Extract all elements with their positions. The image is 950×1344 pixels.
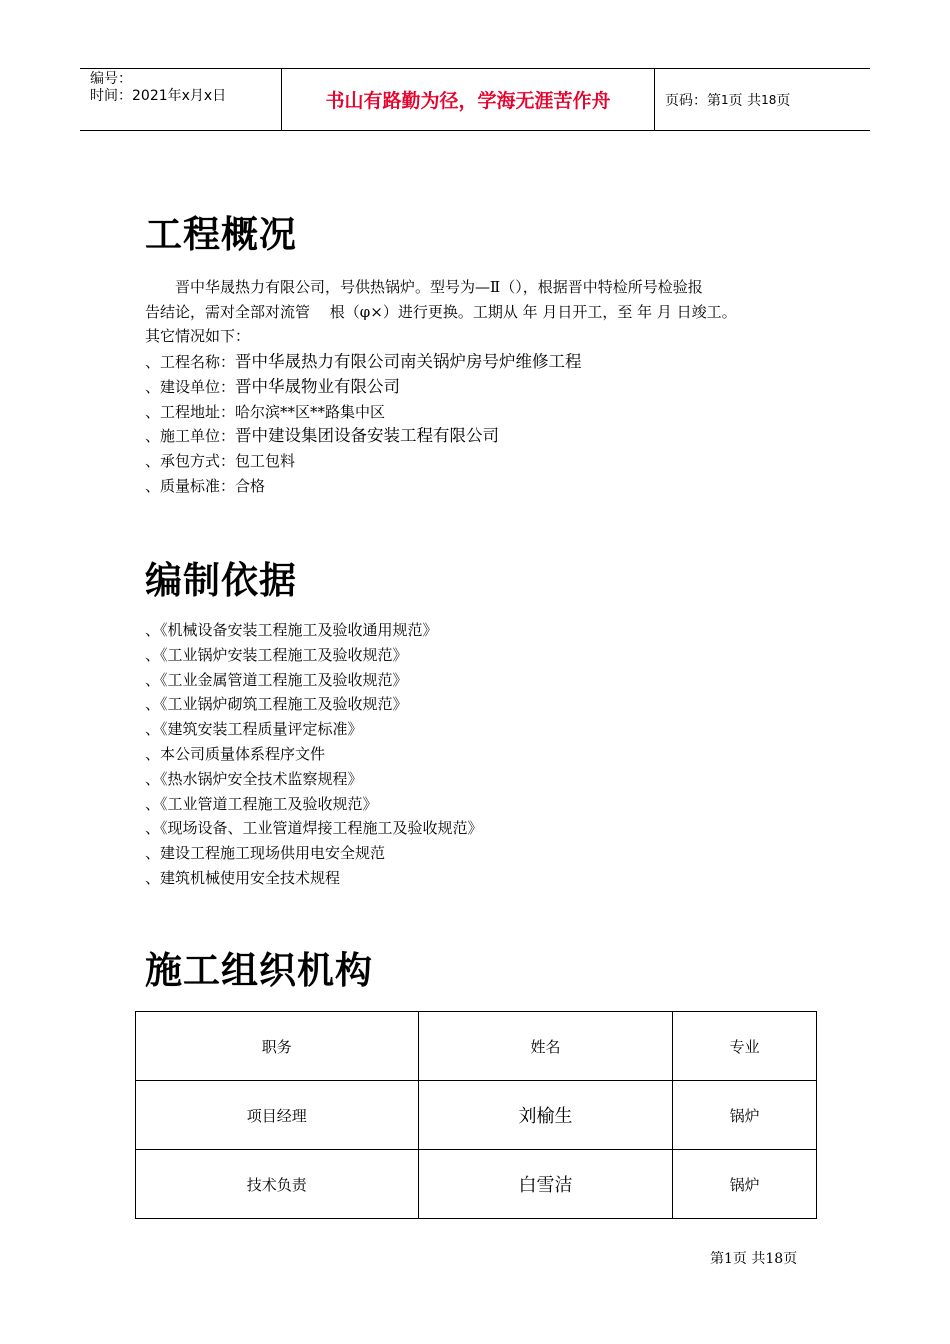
list-item: 、建设单位：晋中华晟物业有限公司 [145,376,401,396]
table-cell: 刘榆生 [418,1081,673,1150]
list-item: 、建筑机械使用安全技术规程 [145,868,341,887]
header-meta [80,69,282,130]
organization-table [135,1011,817,1219]
overview-intro [145,275,815,349]
list-item: 、质量标准：合格 [145,476,266,495]
header-page-total: 18 [761,92,777,107]
list-item: 、《工业金属管道工程施工及验收规范》 [145,670,408,689]
footer-page-current: 1 [724,1251,733,1267]
page-footer: 第1页 共18页 [710,1251,798,1267]
list-item: 、《建筑安装工程质量评定标准》 [145,720,363,739]
overview-intro-line: 告结论，需对全部对流管 根（φ×）进行更换。工期从 年 月日开工，至 年 月 日竣工。 [145,302,737,321]
list-item: 、承包方式：包工包料 [145,452,296,471]
list-item: 、《现场设备、工业管道焊接工程施工及验收规范》 [145,819,483,838]
list-item: 、施工单位：晋中建设集团设备安装工程有限公司 [145,426,500,446]
header-motto: 书山有路勤为径，学海无涯苦作舟 [282,69,655,130]
table-header-cell: 专业 [673,1012,817,1081]
list-item: 、工程地址：哈尔滨**区**路集中区 [145,402,386,421]
overview-list [145,350,582,499]
list-item: 、本公司质量体系程序文件 [145,744,326,763]
list-item: 、工程名称：晋中华晟热力有限公司南关锅炉房号炉维修工程 [145,352,582,371]
list-item: 、《热水锅炉安全技术监察规程》 [145,769,363,788]
overview-intro-line: 晋中华晟热力有限公司，号供热锅炉。型号为—Ⅱ（），根据晋中特检所号检验报 [175,278,703,296]
section-title-overview: 工程概况 [145,213,297,256]
list-item: 、《工业锅炉砌筑工程施工及验收规范》 [145,695,408,714]
document-number-label: 编号： [90,71,132,87]
table-cell: 白雪洁 [418,1150,673,1219]
header-page-current: 1 [721,92,729,107]
basis-list [145,618,483,891]
list-item: 、《工业管道工程施工及验收规范》 [145,794,378,813]
page-header [80,68,870,131]
table-header-cell: 职务 [136,1012,419,1081]
table-header-cell: 姓名 [418,1012,673,1081]
table-header-row [136,1012,817,1081]
list-item: 、《机械设备安装工程施工及验收通用规范》 [145,621,438,639]
table-row [136,1081,817,1150]
table-cell: 锅炉 [673,1081,817,1150]
table-cell: 锅炉 [673,1150,817,1219]
table-row [136,1150,817,1219]
document-time-label: 时间：2021年x月x日 [90,88,227,104]
list-item: 、《工业锅炉安装工程施工及验收规范》 [145,645,408,664]
section-title-basis: 编制依据 [145,559,297,602]
header-page-number: 页码：第 1 页 共 18 页 [665,92,791,109]
overview-intro-line: 其它情况如下： [145,327,251,345]
section-title-organization: 施工组织机构 [145,949,373,992]
footer-page-total: 18 [765,1251,784,1267]
table-cell: 技术负责 [136,1150,419,1219]
list-item: 、建设工程施工现场供用电安全规范 [145,844,386,863]
table-cell: 项目经理 [136,1081,419,1150]
